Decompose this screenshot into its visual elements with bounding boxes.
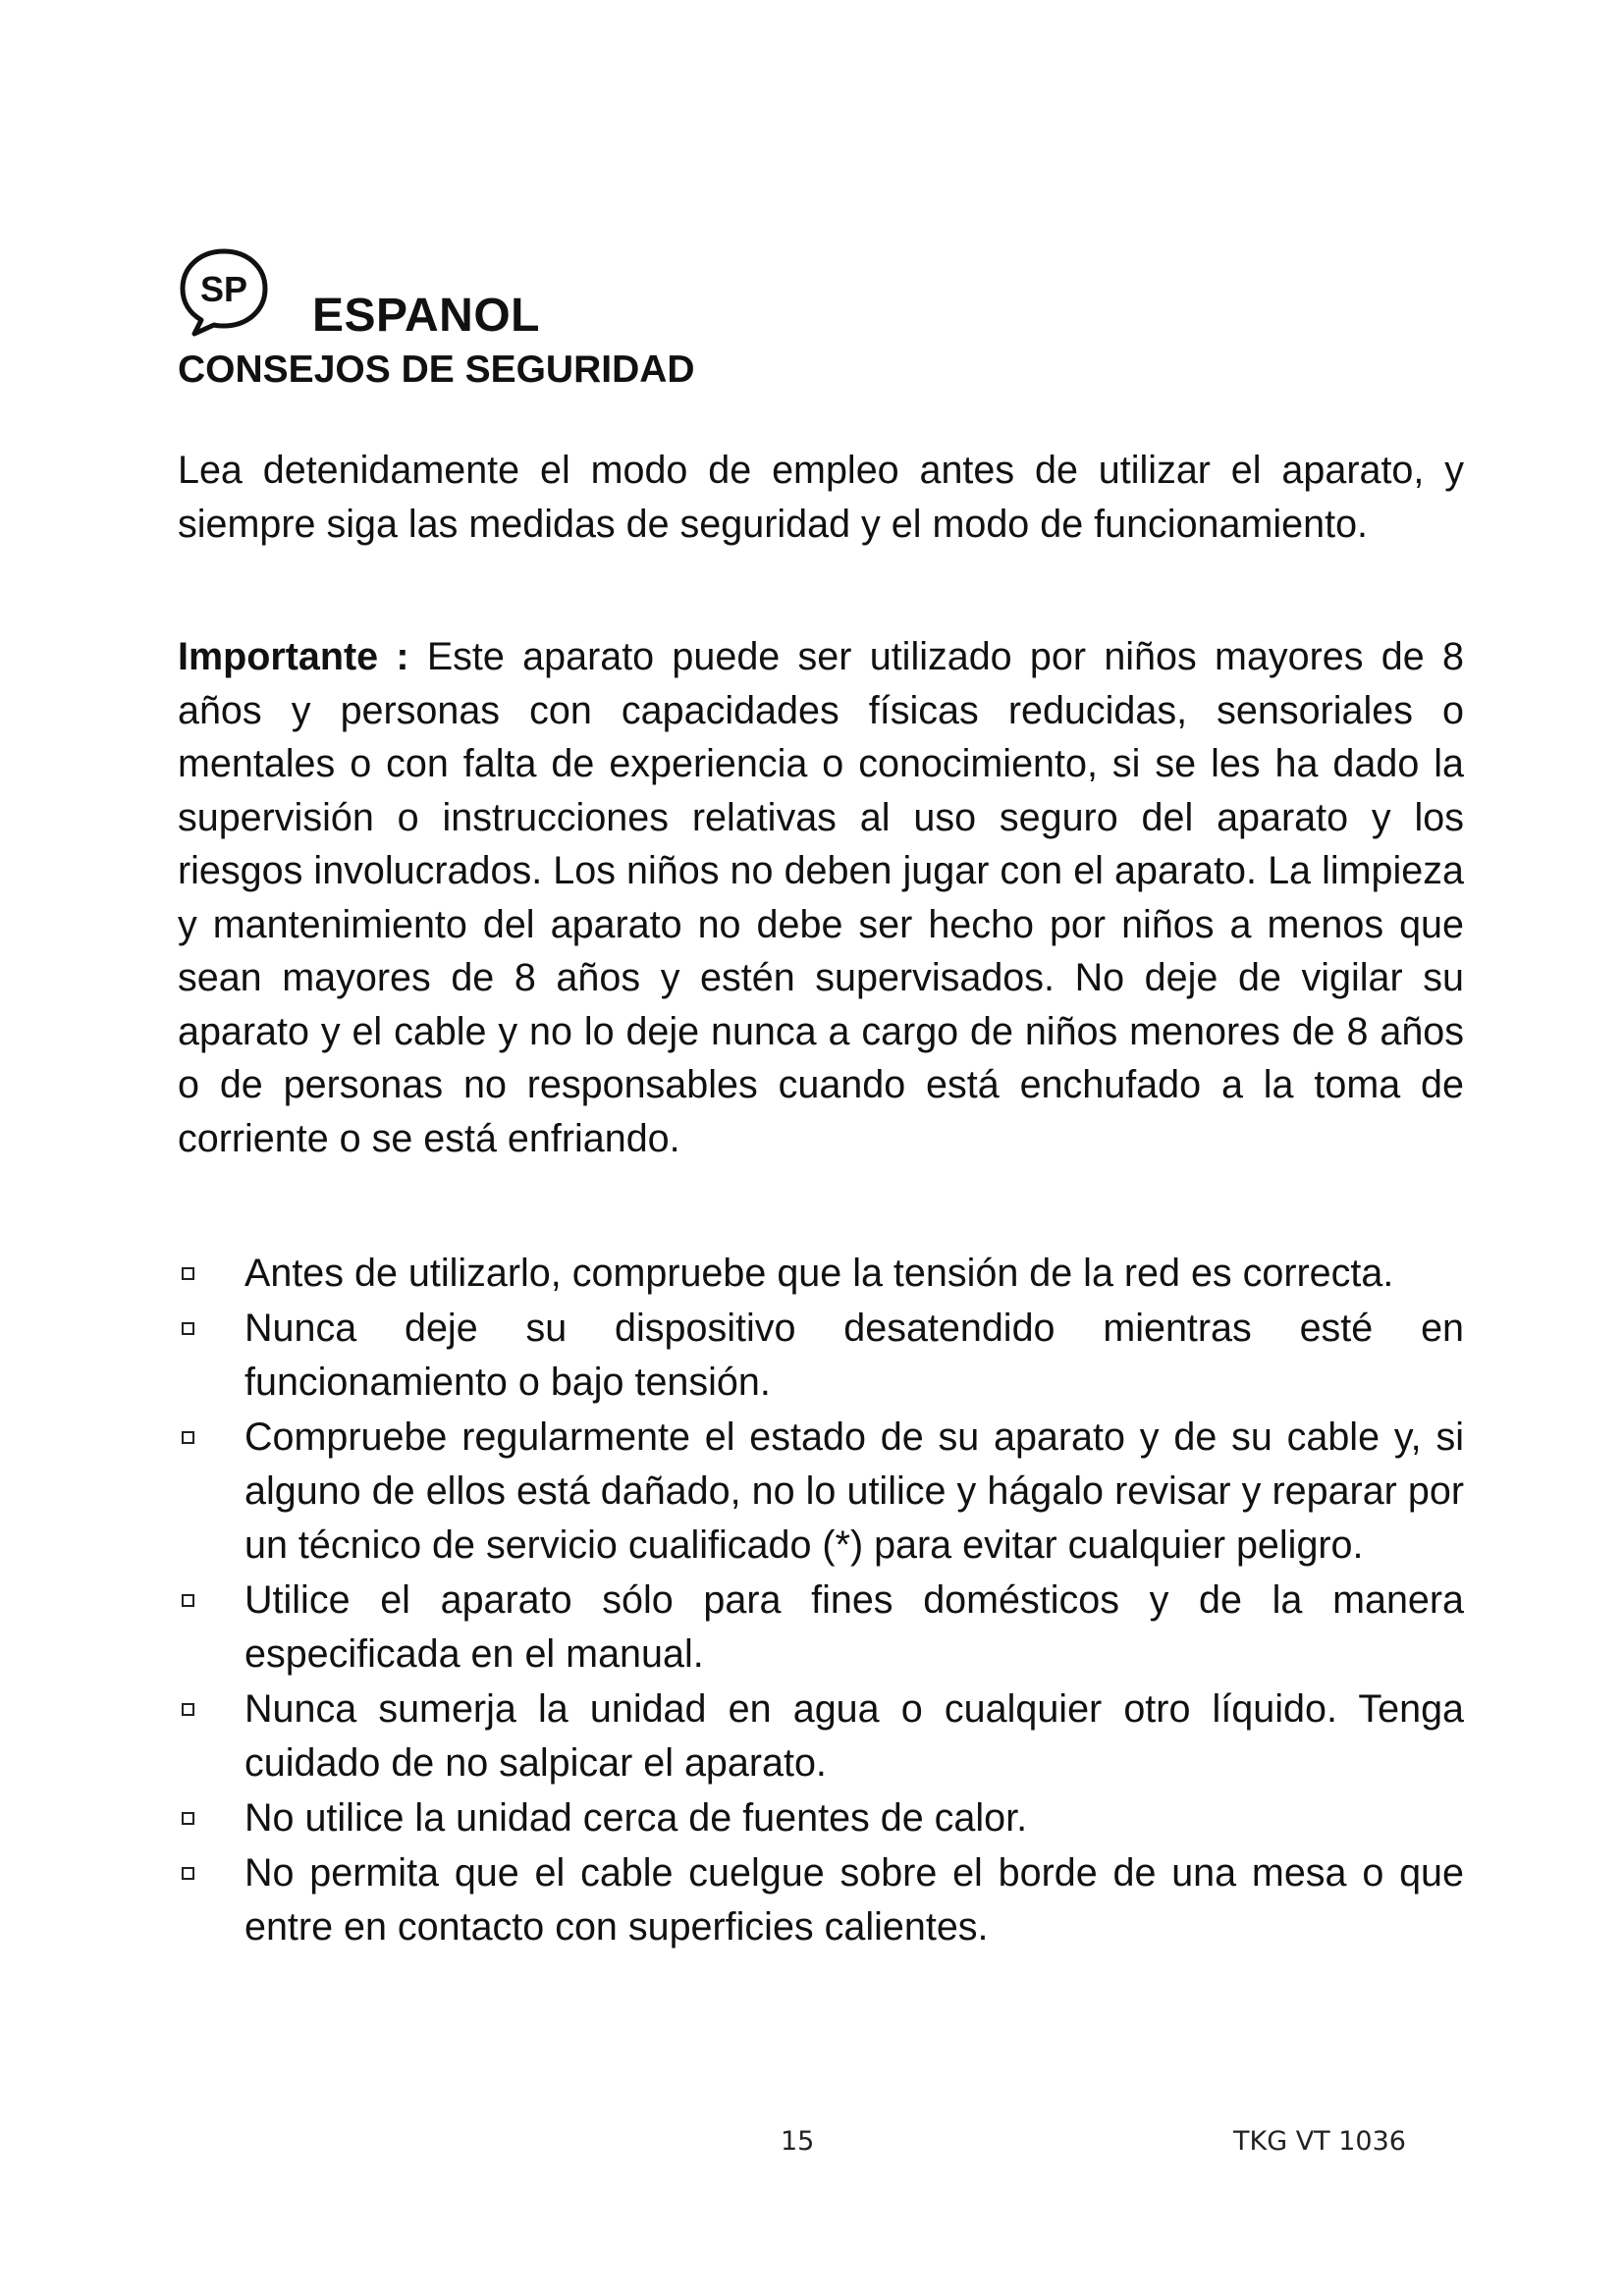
list-item — [178, 1791, 1464, 1845]
list-item — [178, 1574, 1464, 1682]
bullet-text: Nunca deje su dispositivo desatendido mientras esté en funcionamiento o bajo tensión. — [244, 1307, 1464, 1404]
important-text: Este aparato puede ser utilizado por niños mayores de 8 años y personas con capacidades físicas reducidas, sensoriales o mentales o con falta de experiencia o conocimiento, si se les ha dado la supervisión o instrucciones relativas al uso seguro del aparato y los riesgos involucrados. Los niños no deben jugar con el aparato. La limpieza y mantenimiento del aparato no debe ser hecho por niños a menos que sean mayores de 8 años y estén supervisados. No deje de vigilar su aparato y el cable y no lo deje nunca a cargo de niños menores de 8 años o de personas no responsables cuando está enchufado a la toma de corriente o se está enfriando. — [178, 635, 1464, 1160]
bullet-text: Compruebe regularmente el estado de su aparato y de su cable y, si alguno de ellos está dañado, no lo utilice y hágalo revisar y reparar por un técnico de servicio cualificado (*) para evitar cualquier peligro. — [244, 1415, 1464, 1567]
list-item — [178, 1247, 1464, 1301]
checkbox-bullet-icon — [182, 1267, 194, 1280]
safety-bullet-list — [178, 1247, 1464, 1955]
bullet-text: Nunca sumerja la unidad en agua o cualquier otro líquido. Tenga cuidado de no salpicar el aparato. — [244, 1687, 1464, 1785]
badge-text: SP — [199, 269, 248, 309]
checkbox-bullet-icon — [182, 1867, 194, 1880]
checkbox-bullet-icon — [182, 1431, 194, 1444]
language-title: ESPANOL — [312, 290, 540, 342]
section-title: CONSEJOS DE SEGURIDAD — [178, 348, 695, 391]
important-lead: Importante : — [178, 635, 409, 678]
model-number: TKG VT 1036 — [1233, 2126, 1406, 2157]
intro-paragraph: Lea detenidamente el modo de empleo antes de utilizar el aparato, y siempre siga las medidas de seguridad y el modo de funcionamiento. — [178, 449, 1464, 546]
important-paragraph — [178, 630, 1464, 1165]
checkbox-bullet-icon — [182, 1594, 194, 1607]
list-item — [178, 1682, 1464, 1790]
language-header — [175, 243, 862, 351]
checkbox-bullet-icon — [182, 1703, 194, 1716]
bullet-text: Antes de utilizarlo, compruebe que la tensión de la red es correcta. — [244, 1252, 1394, 1295]
checkbox-bullet-icon — [182, 1322, 194, 1335]
bullet-text: No utilice la unidad cerca de fuentes de calor. — [244, 1796, 1028, 1840]
list-item — [178, 1411, 1464, 1573]
page-number: 15 — [781, 2126, 815, 2157]
list-item — [178, 1302, 1464, 1410]
bullet-text: Utilice el aparato sólo para fines domésticos y de la manera especificada en el manual. — [244, 1578, 1464, 1676]
checkbox-bullet-icon — [182, 1812, 194, 1825]
bullet-text: No permita que el cable cuelgue sobre el borde de una mesa o que entre en contacto con superficies calientes. — [244, 1851, 1464, 1949]
list-item — [178, 1846, 1464, 1954]
speech-bubble-sp-icon — [175, 243, 273, 342]
